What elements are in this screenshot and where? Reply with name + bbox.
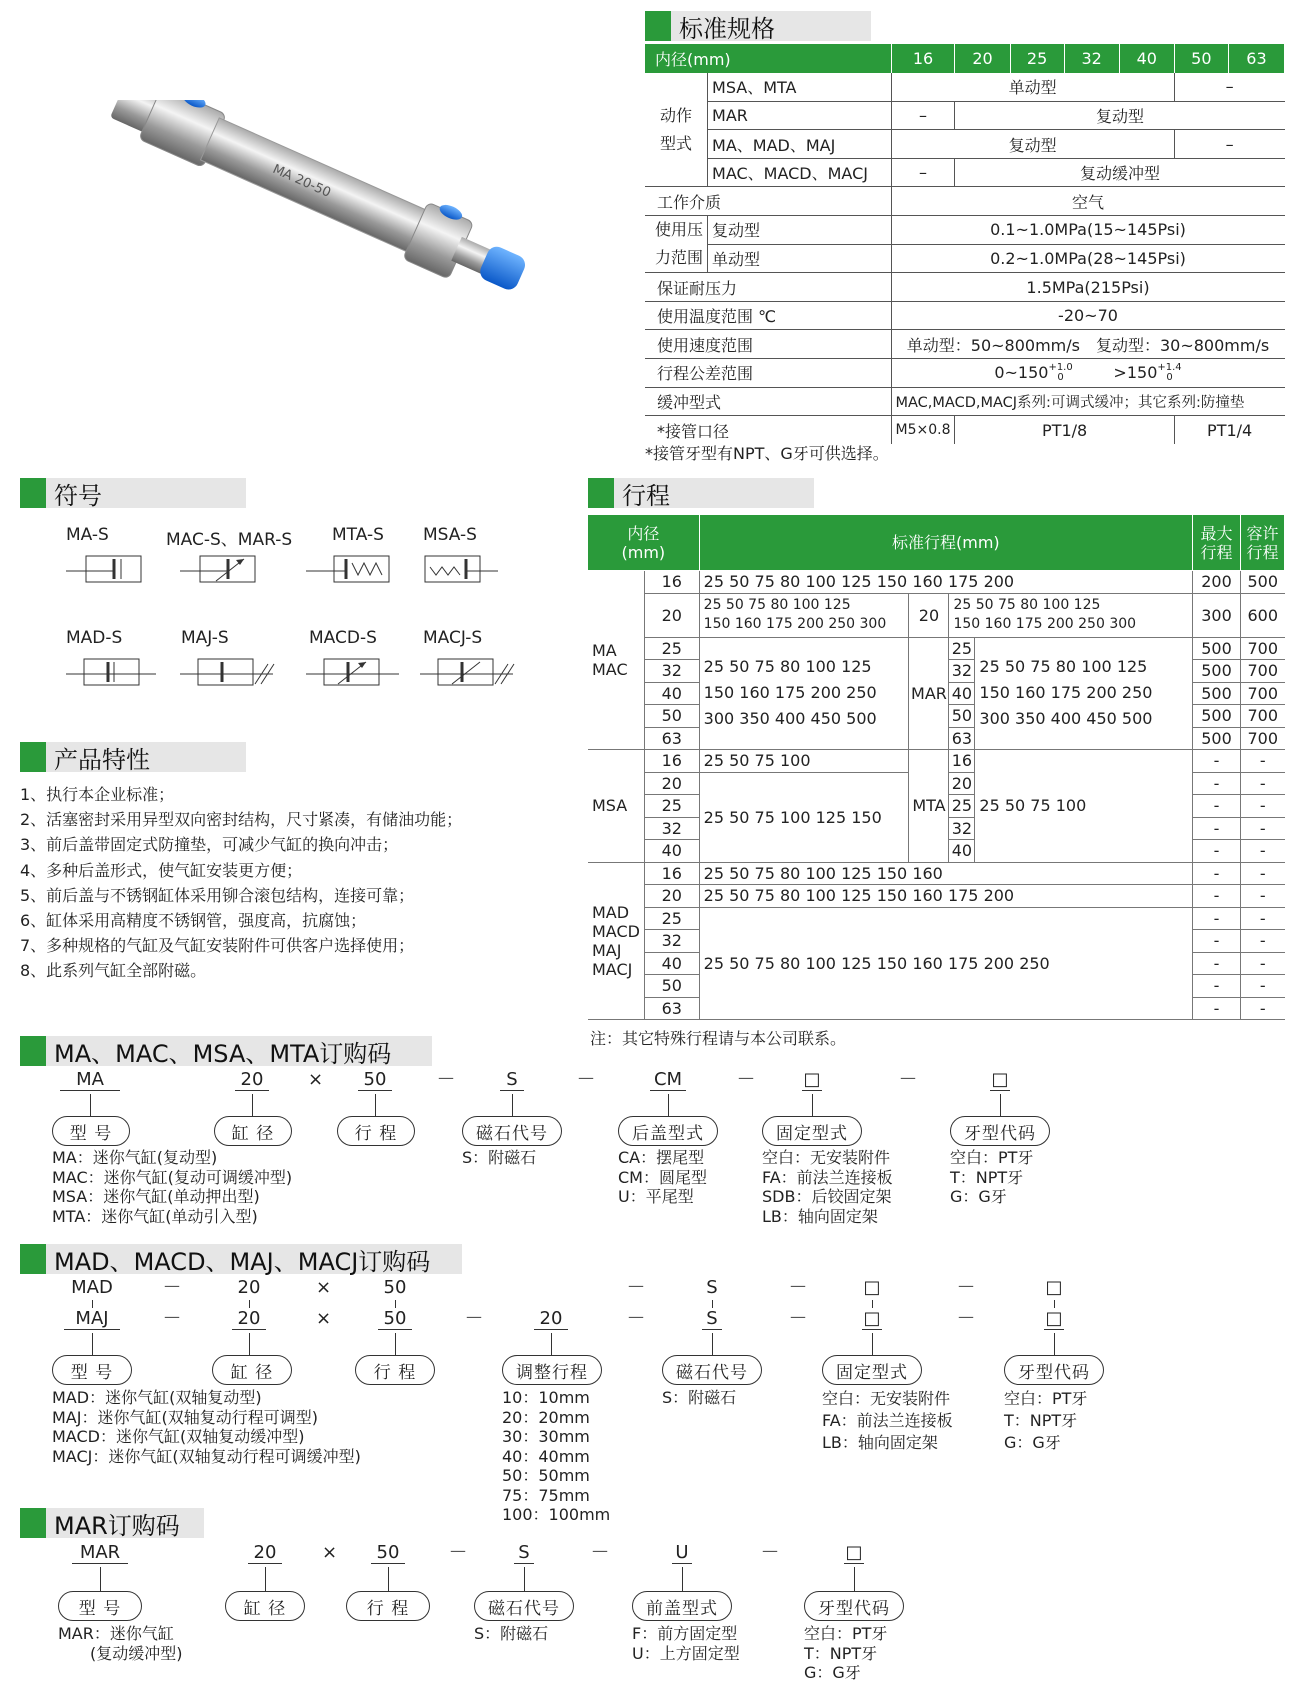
code-dash: — (900, 1068, 916, 1087)
stroke-table: 内径 (mm) 标准行程(mm) 最大 行程 容许 行程 MA MAC 16 25 50 75 80 100 125 150 160 175 200 200 500 20 25 50 75 80 100 125 150 160 175 200 250 300 20 25 50 75 80 100 125 150 160 175 200 250 300 300 600 25 25 50 75 80 100 125 150 160 175 200 250 300 350 400 450 500 MAR 25 25 50 75 80 100 125 150 160 175 200 250 300 350 400 450 500 500 700 32 32 500 700 40 40 500 700 50 50 500 700 63 63 500 700 MSA 16 25 50 75 100 MTA 16 25 50 75 100 - - 20 25 50 75 100 125 150 20 - - 25 25 - - 32 32 - - 40 40 - - MAD MACD MAJ MACJ 16 25 50 75 80 100 125 150 160 - - 20 25 50 75 80 100 125 150 160 175 200 - - 25 25 50 75 80 100 125 150 160 175 200 250 - - 32 - - 40 - - 50 - - 63 - - (588, 514, 1285, 1020)
double-rod-symbol-icon (66, 656, 156, 690)
desc-magnet: S：附磁石 (462, 1148, 537, 1167)
svg-text:MA 20-50: MA 20-50 (270, 161, 333, 201)
feature-item: 3、前后盖带固定式防撞垫，可减少气缸的换向冲击； (20, 835, 399, 855)
pill-stroke: 行 程 (346, 1591, 430, 1621)
pill-rear: 后盖型式 (618, 1116, 718, 1146)
pill-thread: 牙型代码 (1004, 1355, 1104, 1385)
code-bore: 20 (232, 1308, 266, 1330)
code-dash: — (958, 1276, 974, 1295)
cylinder-symbol-icon (66, 553, 146, 587)
code-thread-alt: □ (1045, 1277, 1063, 1298)
order-code-3-heading: MAR订购码 (20, 1508, 204, 1538)
code-stroke: 50 (371, 1542, 405, 1564)
code-magnet: S (500, 1069, 524, 1091)
code-bore: 20 (248, 1542, 282, 1564)
adjustable-stroke-symbol-icon (180, 656, 275, 690)
symbol-heading: 符号 (20, 478, 246, 508)
code-rear: CM (650, 1069, 686, 1091)
pill-fix: 固定型式 (822, 1355, 922, 1385)
features-list (20, 782, 462, 984)
symbol-label: MACD-S (309, 628, 377, 648)
double-rod-cushion-symbol-icon (306, 656, 401, 690)
desc-magnet: S：附磁石 (662, 1388, 737, 1407)
code-model: MA (60, 1069, 120, 1091)
code-dash: — (450, 1541, 466, 1560)
spec-table: 内径(mm) 16 20 25 32 40 50 63 动作 型式 MSA、MTA 单动型 – MAR – 复动型 MA、MAD、MAJ 复动型 – MAC、MACD、MACJ – 复动缓冲型 工作介质 空气 使用压 力范围 复动型 0.1~1.0MPa(15~145Psi) 单动型 0.2~1.0MPa(28~145Psi) 保证耐压力 1.5MPa(215Psi) 使用温度范围 ℃ -20~70 使用速度范围 单动型：50~800mm/s 复动型：30~800mm/s 行程公差范围 0~150 +1.0 0 >150 +1.4 0 缓冲型式 MAC,MACD,MACJ系列:可调式缓冲；其它系列:防撞垫 *接管口径 M5×0.8 PT1/8 PT1/4 (645, 44, 1285, 444)
order-code-2-heading: MAD、MACD、MAJ、MACJ订购码 (20, 1244, 462, 1274)
code-thread: □ (1045, 1308, 1063, 1329)
stroke-note: 注：其它特殊行程请与本公司联系。 (590, 1029, 847, 1048)
desc-model: MAD：迷你气缸(双轴复动型) MAJ：迷你气缸(双轴复动行程可调型) MACD：迷你气缸(双轴复动缓冲型) MACJ：迷你气缸(双轴复动行程可调缓冲型) (52, 1388, 361, 1466)
feature-item: 5、前后盖与不锈钢缸体采用铆合滚包结构，连接可靠； (20, 885, 415, 905)
spec-header-row: 内径(mm) 16 20 25 32 40 50 63 (645, 44, 1285, 73)
code-times: × (308, 1069, 324, 1090)
cylinder-photo (85, 100, 565, 300)
code-times: × (316, 1277, 332, 1298)
code-dash: — (628, 1307, 644, 1326)
symbol-label: MSA-S (423, 525, 477, 545)
feature-item: 4、多种后盖形式，使气缸安装更方便； (20, 860, 303, 880)
code-dash: — (628, 1276, 644, 1295)
code-dash: — (738, 1068, 754, 1087)
order-code-1-heading: MA、MAC、MSA、MTA订购码 (20, 1036, 432, 1066)
desc-thread: 空白：PT牙 T：NPT牙 G：G牙 (804, 1624, 888, 1682)
pill-stroke: 行 程 (355, 1355, 435, 1385)
pill-bore: 缸 径 (212, 1355, 292, 1385)
code-stroke: 50 (378, 1308, 412, 1330)
symbol-label: MAJ-S (181, 628, 229, 648)
pill-fix: 固定型式 (762, 1116, 862, 1146)
code-times: × (322, 1542, 338, 1563)
pill-model: 型 号 (58, 1591, 142, 1621)
pill-magnet: 磁石代号 (462, 1116, 562, 1146)
desc-magnet: S：附磁石 (474, 1624, 549, 1643)
code-model-alt: MAD (71, 1277, 113, 1298)
code-fix: □ (803, 1069, 821, 1090)
code-model: MAJ (64, 1308, 120, 1330)
code-magnet: S (514, 1542, 534, 1564)
code-dash: — (790, 1276, 806, 1295)
pill-magnet: 磁石代号 (662, 1355, 762, 1385)
single-acting-pull-symbol-icon (306, 553, 391, 587)
code-dash: — (762, 1541, 778, 1560)
desc-adjust: 10：10mm 20：20mm 30：30mm 40：40mm 50：50mm 75：75mm 100：100mm (502, 1388, 611, 1524)
desc-model: MA：迷你气缸(复动型) MAC：迷你气缸(复动可调缓冲型) MSA：迷你气缸(单动押出型) MTA：迷你气缸(单动引入型) (52, 1148, 293, 1226)
desc-thread: 空白：PT牙 T：NPT牙 G：G牙 (950, 1148, 1034, 1206)
code-bore-alt: 20 (237, 1277, 261, 1298)
feature-item: 8、此系列气缸全部附磁。 (20, 961, 207, 981)
feature-item: 6、缸体采用高精度不锈钢管，强度高，抗腐蚀； (20, 911, 367, 931)
stroke-heading: 行程 (588, 478, 814, 508)
code-thread: □ (845, 1542, 863, 1563)
single-acting-push-symbol-icon (420, 553, 500, 587)
code-adjust: 20 (534, 1308, 568, 1330)
desc-fix: 空白：无安装附件 FA：前法兰连接板 LB：轴向固定架 (822, 1389, 953, 1452)
code-dash: — (164, 1307, 180, 1326)
code-fix-alt: □ (863, 1277, 881, 1298)
code-dash: — (438, 1068, 454, 1087)
cushion-cylinder-symbol-icon (180, 553, 270, 587)
code-magnet: S (702, 1308, 722, 1330)
symbol-label: MACJ-S (423, 628, 483, 648)
code-times: × (316, 1308, 332, 1329)
symbol-label: MTA-S (332, 525, 384, 545)
desc-fix: 空白：无安装附件 FA：前法兰连接板 SDB：后铰固定架 LB：轴向固定架 (762, 1148, 893, 1226)
spec-heading: 标准规格 (645, 11, 871, 41)
code-stroke: 50 (358, 1069, 392, 1091)
code-dash: — (592, 1541, 608, 1560)
pill-front: 前盖型式 (632, 1591, 732, 1621)
desc-rear: CA：摆尾型 CM：圆尾型 U：平尾型 (618, 1148, 707, 1206)
pill-thread: 牙型代码 (804, 1591, 904, 1621)
feature-item: 2、活塞密封采用异型双向密封结构，尺寸紧凑，有储油功能； (20, 810, 463, 830)
pill-model: 型 号 (52, 1116, 130, 1146)
code-fix: □ (863, 1308, 881, 1329)
desc-thread: 空白：PT牙 T：NPT牙 G：G牙 (1004, 1389, 1088, 1452)
code-dash: — (578, 1068, 594, 1087)
pill-magnet: 磁石代号 (474, 1591, 574, 1621)
code-dash: — (958, 1307, 974, 1326)
pill-thread: 牙型代码 (950, 1116, 1050, 1146)
spec-note: *接管牙型有NPT、G牙可供选择。 (645, 444, 889, 463)
desc-model: MAR：迷你气缸 (复动缓冲型) (58, 1624, 183, 1663)
pill-model: 型 号 (52, 1355, 132, 1385)
code-bore: 20 (235, 1069, 269, 1091)
code-dash: — (466, 1307, 482, 1326)
code-model: MAR (72, 1542, 128, 1564)
pill-stroke: 行 程 (337, 1116, 415, 1146)
desc-front: F：前方固定型 U：上方固定型 (632, 1624, 740, 1663)
code-dash: — (790, 1307, 806, 1326)
pill-bore: 缸 径 (214, 1116, 292, 1146)
code-dash: — (164, 1276, 180, 1295)
code-front: U (672, 1542, 692, 1564)
adjustable-cushion-symbol-icon (420, 656, 515, 690)
pill-adjust: 调整行程 (502, 1355, 602, 1385)
code-stroke-alt: 50 (383, 1277, 407, 1298)
symbol-label: MA-S (66, 525, 109, 545)
features-heading: 产品特性 (20, 742, 246, 772)
feature-item: 7、多种规格的气缸及气缸安装附件可供客户选择使用； (20, 936, 415, 956)
feature-item: 1、执行本企业标准； (20, 785, 175, 804)
symbol-label: MAD-S (66, 628, 123, 648)
code-magnet-alt: S (706, 1277, 718, 1298)
symbol-label: MAC-S、MAR-S (166, 530, 293, 550)
code-thread: □ (991, 1069, 1009, 1090)
pill-bore: 缸 径 (225, 1591, 305, 1621)
